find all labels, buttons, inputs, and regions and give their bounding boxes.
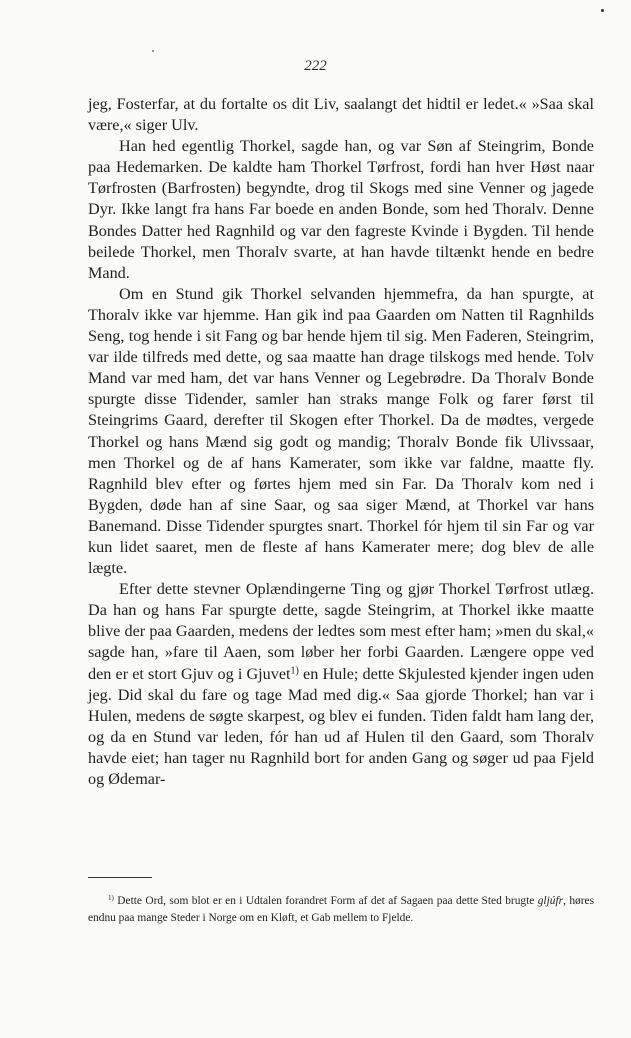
ink-speck: [152, 50, 154, 52]
footnote-reference: 1): [290, 665, 299, 677]
body-text: [88, 94, 594, 790]
ink-speck: [601, 9, 604, 12]
paragraph: Han hed egentlig Thorkel, sagde han, og var Søn af Steingrim, Bonde paa Hedemarken. De kaldte ham Thorkel Tørfrost, fordi han hver Høst naar Tørfrosten (Barfrosten) begyndte, drog til Skogs med sine Venner og jagede Dyr. Ikke langt fra hans Far boede en anden Bonde, som hed Thoralv. Denne Bondes Datter hed Ragnhild og var den fagreste Kvinde i Bygden. Til hende beilede Thorkel, men Thoralv svarte, at han havde tiltænkt hende en bedre Mand.: [88, 137, 594, 282]
paragraph: Om en Stund gik Thorkel selvanden hjemmefra, da han spurgte, at Thoralv ikke var hjemme. Han gik ind paa Gaarden om Natten til Ragnhilds Seng, tog hende i sit Fang og bar hende hjem til sig. Men Faderen, Steingrim, var ilde tilfreds med dette, og saa maatte han drage tilskogs med hende. Tolv Mand var med ham, det var hans Venner og Legebrødre. Da Thoralv Bonde spurgte disse Tidender, samler han straks mange Folk og farer først til Steingrims Gaard, derefter til Skogen efter Thorkel. Da de mødtes, vergede Thorkel og hans Mænd sig godt og mandig; Thoralv Bonde fik Ulivssaar, men Thorkel og de af hans Kamerater, som ikke var faldne, maatte fly. Ragnhild blev efter og førtes hjem med sin Far. Da Thoralv kom ned i Bygden, døde han af sine Saar, og saa siger Mænd, at Thorkel var hans Banemand. Disse Tidender spurgtes snart. Thorkel fór hjem til sin Far og var kun lidet saaret, men de fleste af hans Kamerater mere; dog blev de alle lægte.: [88, 284, 594, 578]
footnote-text: Dette Ord, som blot er en i Udtalen forandret Form af det af Sagaen paa dette Sted brugte: [113, 895, 538, 907]
page-number: 222: [304, 58, 327, 74]
footnote-text: , høres endnu paa mange Steder i Norge om en Kløft, et Gab mellem to Fjelde.: [88, 895, 594, 925]
paragraph-text: en Hule; dette Skjulested kjender ingen uden jeg. Did skal du fare og tage Mad med dig.« Saa gjorde Thorkel; han var i Hulen, medens de søgte skarpest, og blev ei funden. Tiden faldt ham lang der, og da en Stund var leden, fór han ud af Hulen til den Gaard, som Thoralv havde eiet; han tager nu Ragnhild bort for anden Gang og søger ud paa Fjeld og Ødemar-: [88, 664, 594, 788]
footnote-marker: 1): [108, 894, 114, 903]
paragraph: jeg, Fosterfar, at du fortalte os dit Liv, saalangt det hidtil er ledet.« »Saa skal være,« siger Ulv.: [88, 95, 594, 135]
footnote-emphasis: gljúfr: [537, 895, 564, 907]
footnote-divider: [88, 877, 152, 878]
footnote: [88, 893, 594, 927]
footnotes: [88, 893, 594, 927]
paragraph-text: Efter dette stevner Oplændingerne Ting og gjør Thorkel Tørfrost utlæg. Da han og hans Far spurgte dette, sagde Steingrim, at Thorkel ikke maatte blive der paa Gaarden, medens der ledtes som mest efter ham; »men du skal,« sagde han, »fare til Aaen, som løber her forbi Gaarden. Længere oppe ved den er et stort Gjuv og i Gjuvet: [88, 580, 594, 683]
paragraph: [88, 579, 594, 790]
